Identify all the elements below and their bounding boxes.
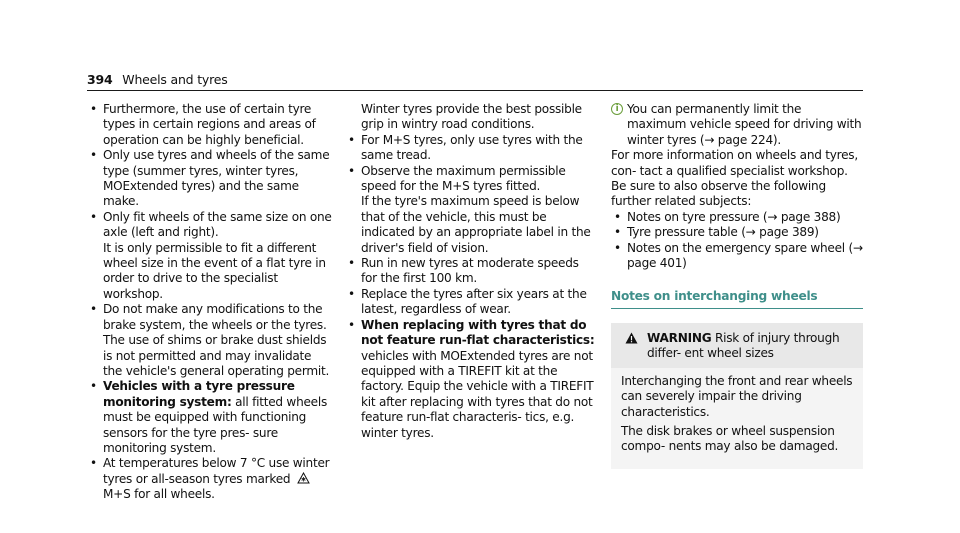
bullet-icon: • [90, 209, 97, 224]
list-item [87, 302, 333, 379]
list-item-text: Only use tyres and wheels of the same type (summer tyres, winter tyres, MOExtended tyres) and the same make. [103, 148, 330, 209]
list-item [87, 210, 333, 302]
bullet-icon: • [348, 163, 355, 178]
warning-text: The disk brakes or wheel suspension compo- nents may also be damaged. [621, 423, 839, 454]
page-title: Wheels and tyres [122, 72, 228, 87]
list-item-text: Notes on the emergency spare wheel (→ page 401) [627, 240, 863, 271]
bullet-icon: • [348, 132, 355, 147]
list-item-bold: Vehicles with a tyre pressure monitoring system: [103, 379, 295, 409]
list-item [611, 241, 863, 272]
snowflake-mountain-icon [297, 472, 310, 484]
list-item-text: Tyre pressure table (→ page 389) [627, 225, 819, 240]
warning-label: WARNING [647, 330, 712, 345]
bullet-icon: • [348, 256, 355, 271]
list-item [611, 210, 863, 225]
list-item-text: Furthermore, the use of certain tyre types in certain regions and areas of operation can be highly beneficial. [103, 102, 316, 147]
list-item [87, 148, 333, 210]
bullet-icon: • [614, 225, 621, 240]
list-item [87, 379, 333, 456]
list-item-text: Notes on tyre pressure (→ page 388) [627, 209, 841, 224]
warning-body [611, 368, 863, 469]
warning-text: Interchanging the front and rear wheels can severely impair the driving characteristics. [621, 373, 853, 419]
list-item-continuation: If the tyre's maximum speed is below that of the vehicle, this must be indicated by an appropriate label in the driver's field of vision. [361, 194, 591, 255]
paragraph: Be sure to also observe the following further related subjects: [611, 179, 826, 209]
list-item [345, 287, 595, 318]
paragraph: For more information on wheels and tyres, con- tact a qualified specialist workshop. [611, 148, 858, 178]
section-title: Notes on interchanging wheels [611, 289, 863, 308]
header-rule [87, 90, 863, 91]
list-item-bold: When replacing with tyres that do not feature run-flat characteristics: [361, 317, 595, 348]
warning-heading: Risk of injury through differ- ent wheel sizes [647, 330, 840, 361]
note-text: You can permanently limit the maximum vehicle speed for driving with winter tyres (→ page 224). [627, 102, 862, 147]
list-item-text: all fitted wheels must be equipped with functioning sensors for the tyre pres- sure monitoring system. [103, 394, 328, 455]
bullet-icon: • [90, 456, 97, 471]
list-item-text: Only fit wheels of the same size on one axle (left and right). [103, 209, 332, 240]
column-2 [345, 102, 595, 441]
list-item-text: At temperatures below 7 °C use winter tyres or all-season tyres marked [103, 456, 330, 486]
bullet-icon: • [90, 102, 97, 116]
bullet-icon: • [348, 286, 355, 301]
list-item-text: Run in new tyres at moderate speeds for the first 100 km. [361, 256, 579, 286]
info-note [611, 102, 863, 148]
column-1 [87, 102, 333, 503]
warning-header [611, 323, 863, 368]
bullet-icon: • [90, 379, 97, 394]
list-item [87, 102, 333, 148]
list-item [345, 318, 595, 441]
list-item [87, 456, 333, 502]
list-item-text: Do not make any modifications to the brake system, the wheels or the tyres. [103, 302, 327, 332]
page-header [87, 72, 228, 87]
list-item [345, 164, 595, 256]
list-item-text: vehicles with MOExtended tyres are not equipped with a TIREFIT kit at the factory. Equip the vehicle with a TIREFIT kit after replacing with tyres that do not feature run-flat characteris- tics, e.g. winter tyres. [361, 348, 594, 440]
info-icon: i [611, 103, 623, 115]
list-item-text: M+S for all wheels. [103, 487, 215, 502]
bullet-icon: • [90, 302, 97, 317]
list-item-continuation: It is only permissible to fit a different wheel size in the event of a flat tyre in order to drive to the specialist workshop. [103, 240, 326, 301]
bullet-icon: • [90, 148, 97, 163]
bullet-icon: • [348, 317, 355, 332]
warning-box [611, 323, 863, 469]
list-item-continuation: The use of shims or brake dust shields is not permitted and may invalidate the vehicle's general operating permit. [103, 333, 330, 378]
paragraph: Winter tyres provide the best possible grip in wintry road conditions. [361, 102, 582, 132]
list-item [345, 256, 595, 287]
list-item-text: Observe the maximum permissible speed for the M+S tyres fitted. [361, 163, 566, 194]
list-item-text: For M+S tyres, only use tyres with the same tread. [361, 132, 583, 163]
bullet-icon: • [614, 240, 621, 255]
list-item [611, 225, 863, 240]
column-3 [611, 102, 863, 469]
bullet-icon: • [614, 209, 621, 224]
warning-icon [625, 332, 638, 344]
list-item-text: Replace the tyres after six years at the latest, regardless of wear. [361, 286, 587, 317]
page-number: 394 [87, 72, 113, 87]
list-item [345, 133, 595, 164]
